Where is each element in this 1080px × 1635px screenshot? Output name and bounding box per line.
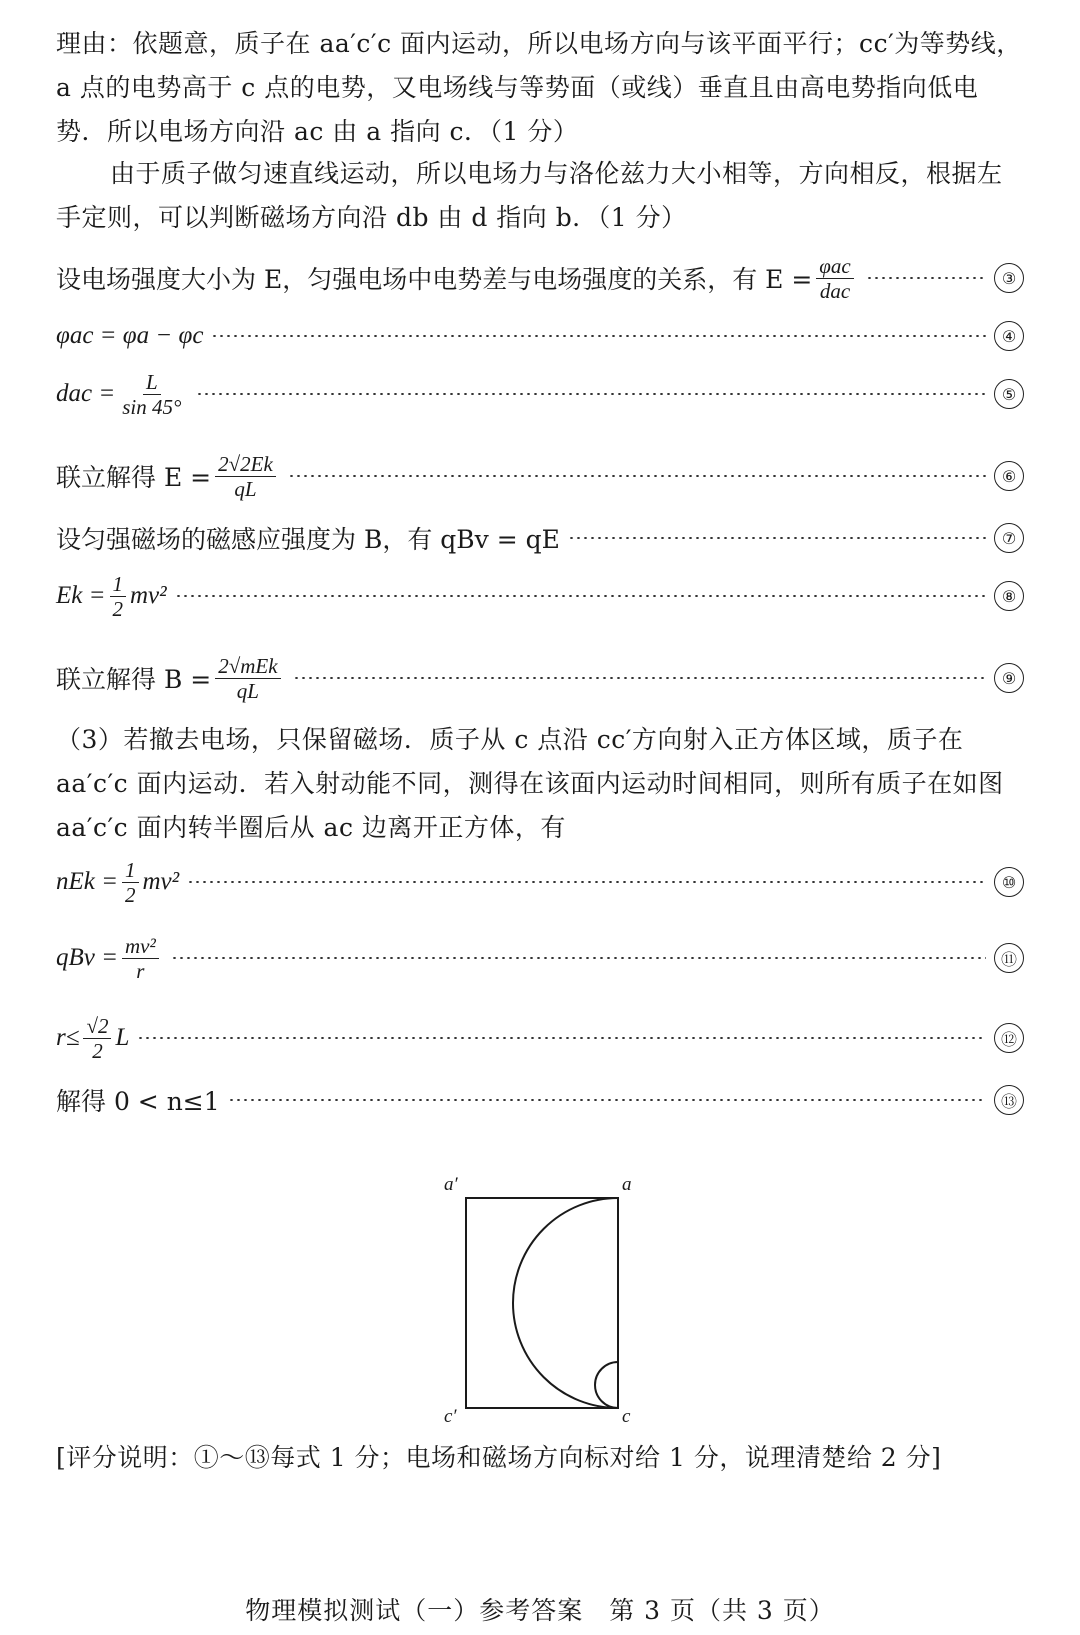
equation-4 bbox=[56, 306, 1024, 366]
fraction-denominator: sin 45° bbox=[122, 394, 182, 419]
part-3-paragraph: （3）若撤去电场，只保留磁场．质子从 c 点沿 cc′方向射入正方体区域，质子在 aa′c′c 面内运动．若入射动能不同，测得在该面内运动时间相同，则所有质子在如图 aa′c′c 面内转半圈后从 ac 边离开正方体，有 bbox=[56, 725, 1004, 842]
equation-lhs: qBv = bbox=[56, 944, 118, 971]
label-a: a bbox=[622, 1174, 632, 1195]
fraction-numerator: L bbox=[143, 370, 161, 395]
cube-face-figure bbox=[430, 1168, 640, 1424]
equation-13 bbox=[56, 1070, 1024, 1130]
leader-dots bbox=[228, 1099, 986, 1101]
fraction-denominator: dac bbox=[819, 278, 851, 303]
equation-number: ⑬ bbox=[994, 1085, 1024, 1115]
equation-text: 设匀强磁场的磁感应强度为 B，有 qBv = qE bbox=[56, 525, 560, 554]
equation-number: ④ bbox=[994, 321, 1024, 351]
equation-8 bbox=[56, 566, 1024, 626]
leader-dots bbox=[293, 677, 986, 679]
equation-number: ⑦ bbox=[994, 523, 1024, 553]
equation-text: 设电场强度大小为 E，匀强电场中电势差与电场强度的关系，有 E = bbox=[56, 265, 813, 294]
fraction-numerator: φac bbox=[816, 254, 853, 279]
fraction-numerator: 2√2Ek bbox=[215, 452, 276, 477]
leader-dots bbox=[211, 335, 986, 337]
label-c-prime: c′ bbox=[444, 1406, 457, 1424]
equation-9 bbox=[56, 648, 1024, 708]
equation-text: 联立解得 B = bbox=[56, 665, 212, 694]
leader-dots bbox=[137, 1037, 986, 1039]
equation-number: ⑧ bbox=[994, 581, 1024, 611]
reasoning-paragraph: 理由：依题意，质子在 aa′c′c 面内运动，所以电场方向与该平面平行；cc′为等势线，a 点的电势高于 c 点的电势，又电场线与等势面（或线）垂直且由高电势指向低电势．所以电场方向沿 ac 由 a 指向 c．（1 分） bbox=[56, 29, 1022, 146]
fraction-denominator: r bbox=[136, 958, 145, 983]
fraction-numerator: 2√mEk bbox=[215, 654, 280, 679]
equation-5 bbox=[56, 364, 1024, 424]
equation-6 bbox=[56, 446, 1024, 506]
fraction-denominator: 2 bbox=[125, 882, 136, 907]
equation-lhs: nEk = bbox=[56, 868, 118, 895]
leader-dots bbox=[196, 393, 986, 395]
equation-lhs: Ek = bbox=[56, 582, 106, 609]
leader-dots bbox=[175, 595, 986, 597]
equation-number: ⑪ bbox=[994, 943, 1024, 973]
scoring-note: [评分说明：①～⑬每式 1 分；电场和磁场方向标对给 1 分，说理清楚给 2 分] bbox=[56, 1443, 942, 1472]
fraction-denominator: qL bbox=[234, 476, 257, 501]
equation-rhs: mv² bbox=[130, 582, 167, 609]
fraction-numerator: 1 bbox=[110, 572, 127, 597]
equation-text: φac = φa − φc bbox=[56, 322, 204, 349]
equation-10 bbox=[56, 852, 1024, 912]
equation-lhs: dac = bbox=[56, 380, 116, 407]
equation-number: ③ bbox=[994, 263, 1024, 293]
equation-number: ⑨ bbox=[994, 663, 1024, 693]
equation-11 bbox=[56, 928, 1024, 988]
force-paragraph: 由于质子做匀速直线运动，所以电场力与洛伦兹力大小相等，方向相反，根据左手定则，可以判断磁场方向沿 db 由 d 指向 b．（1 分） bbox=[56, 159, 1003, 232]
equation-12 bbox=[56, 1008, 1024, 1068]
fraction-numerator: mv² bbox=[122, 934, 159, 959]
fraction-numerator: √2 bbox=[83, 1014, 111, 1039]
equation-number: ⑫ bbox=[994, 1023, 1024, 1053]
page-footer: 物理模拟测试（一）参考答案 第 3 页（共 3 页） bbox=[245, 1596, 835, 1625]
leader-dots bbox=[288, 475, 986, 477]
equation-number: ⑩ bbox=[994, 867, 1024, 897]
leader-dots bbox=[187, 881, 986, 883]
leader-dots bbox=[568, 537, 986, 539]
equation-rhs: mv² bbox=[142, 868, 180, 895]
equation-3 bbox=[56, 248, 1024, 308]
equation-rhs: L bbox=[115, 1024, 130, 1051]
equation-text: 解得 0 < n≤1 bbox=[56, 1087, 220, 1116]
large-semicircle-path bbox=[513, 1198, 618, 1408]
equation-lhs: r≤ bbox=[56, 1024, 80, 1051]
small-semicircle-path bbox=[595, 1362, 618, 1408]
leader-dots bbox=[866, 277, 986, 279]
equation-7 bbox=[56, 508, 1024, 568]
equation-number: ⑥ bbox=[994, 461, 1024, 491]
fraction-denominator: qL bbox=[236, 678, 259, 703]
equation-number: ⑤ bbox=[994, 379, 1024, 409]
fraction-denominator: 2 bbox=[112, 596, 123, 621]
equation-text: 联立解得 E = bbox=[56, 463, 212, 492]
fraction-numerator: 1 bbox=[122, 858, 139, 883]
label-c: c bbox=[622, 1406, 631, 1424]
leader-dots bbox=[171, 957, 986, 959]
label-a-prime: a′ bbox=[444, 1174, 458, 1195]
fraction-denominator: 2 bbox=[92, 1038, 103, 1063]
